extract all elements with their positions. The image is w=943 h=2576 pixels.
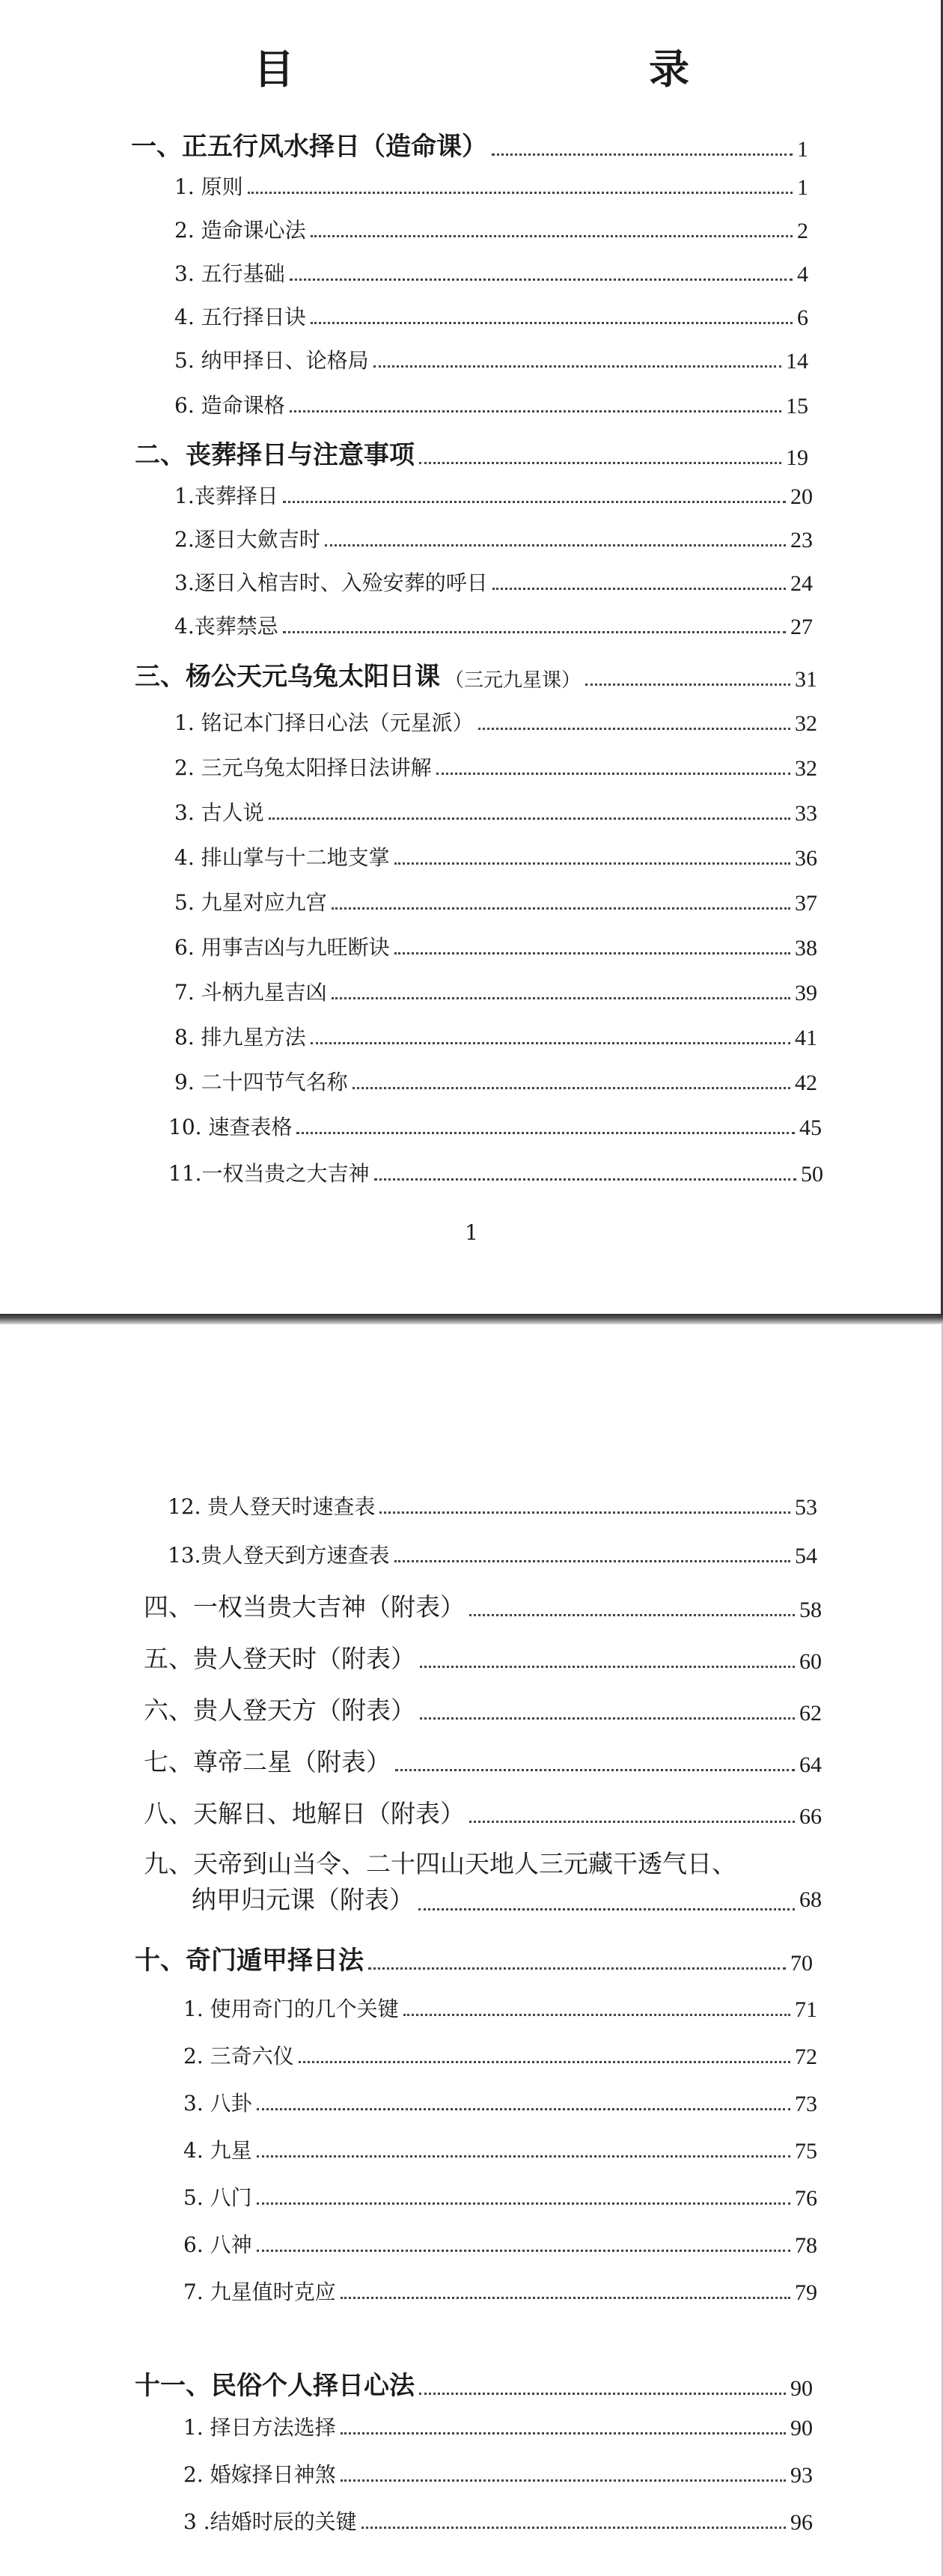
leader-dots: [403, 2014, 790, 2016]
leader-dots: [332, 997, 790, 999]
toc-entry-label: 一、正五行风水择日（造命课）: [131, 132, 487, 162]
toc-entry-label: 4. 排山掌与十二地支掌: [174, 845, 390, 870]
toc-subentry[interactable]: [183, 2181, 817, 2211]
toc-page-number: 70: [790, 1951, 813, 1976]
toc-page-number: 78: [795, 2233, 817, 2258]
toc-entry-label: 八、天解日、地解日（附表）: [144, 1799, 465, 1828]
toc-page-number: 68: [799, 1887, 822, 1912]
toc-page-number: 60: [799, 1649, 822, 1674]
toc-section[interactable]: [135, 434, 808, 471]
leader-dots: [283, 631, 786, 633]
page-2: [0, 1324, 943, 2576]
toc-entry-label: 3. 古人说: [174, 800, 264, 825]
toc-entry-label: 2. 三元乌兔太阳择日法讲解: [174, 755, 432, 780]
toc-page-number: 1: [797, 175, 808, 200]
toc-entry-label: 1.丧葬择日: [174, 484, 278, 508]
leader-dots: [341, 2432, 786, 2435]
toc-entry-label: 七、尊帝二星（附表）: [144, 1747, 391, 1776]
toc-subentry[interactable]: [168, 1491, 817, 1520]
toc-subentry[interactable]: [174, 976, 817, 1006]
leader-dots: [311, 1042, 790, 1044]
page-divider: [0, 1314, 943, 1324]
toc-subentry[interactable]: [174, 480, 813, 510]
toc-entry-label: 2. 婚嫁择日神煞: [183, 2462, 336, 2487]
toc-section[interactable]: [144, 1588, 822, 1623]
toc-entry-label: 6. 八神: [183, 2232, 252, 2257]
toc-entry-label: 九、天帝到山当令、二十四山天地人三元藏干透气日、: [144, 1849, 736, 1878]
toc-entry-label: 10. 速查表格: [168, 1115, 293, 1139]
toc-page-number: 66: [799, 1804, 822, 1829]
toc-entry-label: 8. 排九星方法: [174, 1025, 306, 1050]
toc-page-number: 31: [795, 667, 817, 692]
leader-dots: [325, 544, 786, 546]
toc-subentry[interactable]: [174, 931, 817, 961]
toc-page-number: 23: [790, 528, 813, 552]
leader-dots: [395, 1769, 795, 1771]
toc-subentry[interactable]: [174, 1066, 817, 1096]
toc-entry-label: 3.逐日入棺吉时、入殓安葬的呼日: [174, 570, 488, 595]
leader-dots: [299, 2061, 790, 2063]
toc-entry-label: 4. 九星: [183, 2138, 252, 2163]
leader-dots: [492, 588, 786, 590]
toc-section[interactable]: [131, 126, 808, 162]
toc-entry-label: 4. 五行择日诀: [174, 305, 306, 329]
toc-subentry[interactable]: [174, 171, 808, 201]
toc-entry-label: 十一、民俗个人择日心法: [135, 2371, 415, 2401]
toc-page-number: 41: [795, 1026, 817, 1050]
toc-page-number: 2: [797, 219, 808, 243]
toc-entry-label: 9. 二十四节气名称: [174, 1070, 348, 1094]
toc-entry-label: 2.逐日大歛吉时: [174, 527, 320, 552]
toc-page-number: 62: [799, 1701, 822, 1726]
toc-entry-label: 纳甲归元课（附表）: [192, 1885, 414, 1914]
toc-section[interactable]: [144, 1691, 822, 1726]
toc-entry-label: 6. 造命课格: [174, 393, 285, 418]
toc-entry-label: 7. 斗柄九星吉凶: [174, 980, 327, 1005]
toc-subentry[interactable]: [183, 2134, 817, 2164]
toc-section[interactable]: [135, 1940, 813, 1976]
toc-page-number: 79: [795, 2280, 817, 2305]
toc-entry-label: 5. 九星对应九宫: [174, 890, 327, 915]
leader-dots: [353, 1087, 790, 1089]
leader-dots: [257, 2202, 790, 2205]
leader-dots: [361, 2527, 786, 2529]
leader-dots: [296, 1132, 795, 1134]
leader-dots: [257, 2155, 790, 2158]
toc-subentry[interactable]: [174, 214, 808, 244]
toc-entry-label: 1. 原则: [174, 174, 243, 199]
toc-entry-label: 1. 铭记本门择日心法（元星派）: [174, 710, 474, 735]
toc-subentry[interactable]: [174, 344, 808, 374]
toc-subentry[interactable]: [174, 523, 813, 553]
toc-page-number: 32: [795, 711, 817, 736]
leader-dots: [290, 410, 781, 412]
toc-page-number: 36: [795, 846, 817, 871]
toc-page-number: 45: [799, 1115, 822, 1140]
toc-section[interactable]: [144, 1639, 822, 1675]
leader-dots: [290, 278, 793, 281]
leader-dots: [394, 1560, 790, 1562]
toc-subentry[interactable]: [168, 1539, 817, 1569]
toc-subentry[interactable]: [174, 707, 817, 737]
toc-page-number: 32: [795, 756, 817, 781]
toc-entry-label: 1. 使用奇门的几个关键: [183, 1997, 399, 2021]
toc-subentry[interactable]: [174, 1021, 817, 1051]
toc-entry-label: 二、丧葬择日与注意事项: [135, 440, 415, 470]
toc-subentry[interactable]: [168, 1111, 822, 1141]
toc-page-number: 14: [786, 349, 808, 374]
leader-dots: [269, 817, 790, 820]
toc-section[interactable]: [144, 1743, 822, 1778]
toc-subentry[interactable]: [174, 301, 808, 331]
leader-dots: [341, 2479, 786, 2482]
toc-subentry[interactable]: [174, 389, 808, 419]
leader-dots: [469, 1614, 795, 1616]
toc-subentry[interactable]: [183, 2411, 813, 2441]
toc-entry-label: 3 .结婚时辰的关键: [183, 2509, 357, 2534]
toc-entry-label: 4.丧葬禁忌: [174, 614, 278, 639]
toc-entry-label: 2. 造命课心法: [174, 218, 306, 243]
toc-entry-label: 11.一权当贵之大吉神: [168, 1161, 370, 1186]
toc-subentry[interactable]: [174, 886, 817, 916]
toc-page-number: 27: [790, 615, 813, 639]
toc-subentry[interactable]: [183, 2040, 817, 2070]
leader-dots: [257, 2250, 790, 2252]
leader-dots: [283, 501, 786, 503]
toc-page-number: 76: [795, 2186, 817, 2211]
toc-entry-note: （三元九星课）: [445, 669, 582, 692]
leader-dots: [394, 952, 790, 954]
leader-dots: [419, 2393, 786, 2395]
toc-subentry[interactable]: [174, 258, 808, 287]
page-title: 目 录: [254, 45, 846, 93]
toc-entry-label: 12. 贵人登天时速查表: [168, 1494, 376, 1519]
leader-dots: [341, 2297, 790, 2299]
leader-dots: [311, 322, 793, 324]
leader-dots: [418, 1908, 795, 1910]
toc-subentry[interactable]: [183, 2087, 817, 2117]
leader-dots: [394, 862, 790, 865]
toc-subentry[interactable]: [174, 610, 813, 640]
toc-entry-label: 六、贵人登天方（附表）: [144, 1696, 415, 1725]
toc-entry-label: 1. 择日方法选择: [183, 2415, 336, 2440]
leader-dots: [469, 1821, 795, 1823]
toc-entry-label: 五、贵人登天时（附表）: [144, 1644, 415, 1673]
toc-page-number: 73: [795, 2092, 817, 2116]
toc-page-number: 54: [795, 1544, 817, 1568]
toc-entry[interactable]: [144, 1846, 822, 1918]
toc-entry-label: 13.贵人登天到方速查表: [168, 1543, 390, 1568]
toc-page-number: 93: [790, 2463, 813, 2488]
leader-dots: [379, 1511, 790, 1514]
leader-dots: [419, 462, 781, 464]
toc-page-number: 96: [790, 2510, 813, 2535]
toc-page-number: 4: [797, 262, 808, 287]
leader-dots: [248, 192, 793, 194]
leader-dots: [478, 728, 790, 730]
toc-page-number: 24: [790, 571, 813, 596]
toc-subentry[interactable]: [183, 2229, 817, 2259]
toc-entry-label: 3. 八卦: [183, 2091, 252, 2116]
toc-page-number: 71: [795, 1997, 817, 2022]
toc-entry-label: 三、杨公天元乌兔太阳日课: [135, 662, 440, 692]
leader-dots: [436, 773, 790, 775]
toc-entry-label: 5. 八门: [183, 2185, 252, 2210]
toc-entry-label: 7. 九星值时克应: [183, 2280, 336, 2304]
toc-page-number: 33: [795, 801, 817, 826]
toc-subentry[interactable]: [183, 2506, 813, 2536]
toc-subentry[interactable]: [168, 1157, 823, 1187]
leader-dots: [311, 235, 793, 237]
toc-subentry[interactable]: [183, 2458, 813, 2488]
toc-page-number: 72: [795, 2044, 817, 2069]
toc-page-number: 20: [790, 484, 813, 509]
toc-subentry[interactable]: [183, 1993, 817, 2023]
toc-entry-label: 十、奇门遁甲择日法: [135, 1946, 364, 1976]
toc-page-number: 37: [795, 891, 817, 916]
toc-page-number: 53: [795, 1495, 817, 1520]
leader-dots: [373, 365, 781, 368]
toc-page-number: 90: [790, 2416, 813, 2440]
leader-dots: [332, 907, 790, 910]
leader-dots: [420, 1666, 795, 1668]
toc-page-number: 15: [786, 394, 808, 418]
toc-page-number: 64: [799, 1753, 822, 1777]
toc-page-number: 50: [801, 1162, 823, 1187]
toc-page-number: 6: [797, 305, 808, 330]
leader-dots: [420, 1717, 795, 1720]
toc-section[interactable]: [144, 1794, 822, 1830]
toc-entry-label: 2. 三奇六仪: [183, 2044, 294, 2068]
toc-subentry[interactable]: [174, 797, 817, 826]
toc-subentry[interactable]: [183, 2276, 817, 2306]
page-number: 1: [465, 1220, 478, 1245]
leader-dots: [368, 1967, 786, 1970]
toc-page-number: 19: [786, 445, 808, 470]
leader-dots: [492, 153, 793, 156]
leader-dots: [585, 683, 790, 686]
toc-page-number: 90: [790, 2376, 813, 2401]
toc-entry-label: 5. 纳甲择日、论格局: [174, 348, 369, 373]
toc-section[interactable]: [135, 2365, 813, 2402]
toc-page-number: 58: [799, 1598, 822, 1622]
toc-subentry[interactable]: [174, 752, 817, 782]
toc-entry-label: 四、一权当贵大吉神（附表）: [144, 1592, 465, 1622]
toc-page-number: 75: [795, 2139, 817, 2164]
toc-subentry[interactable]: [174, 841, 817, 871]
leader-dots: [374, 1178, 796, 1181]
toc-entry-label: 3. 五行基础: [174, 261, 285, 286]
toc-entry-label: 6. 用事吉凶与九旺断诀: [174, 935, 390, 960]
toc-page-number: 38: [795, 936, 817, 960]
leader-dots: [257, 2108, 790, 2110]
toc-page-number: 1: [797, 137, 808, 162]
toc-page-number: 42: [795, 1071, 817, 1095]
toc-page-number: 39: [795, 981, 817, 1005]
toc-subentry[interactable]: [174, 567, 813, 597]
toc-section[interactable]: [135, 656, 817, 692]
